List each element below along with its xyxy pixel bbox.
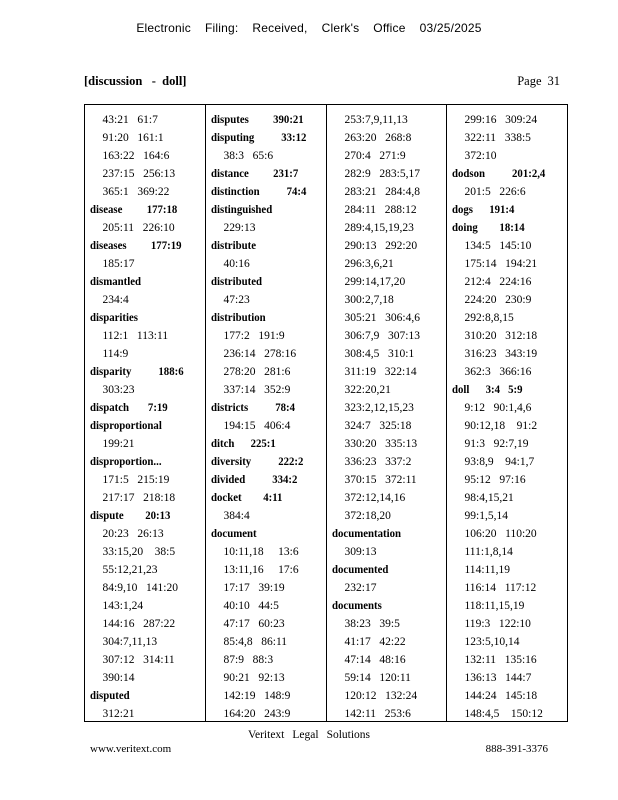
filing-word: Electronic (136, 21, 191, 35)
index-entry-term: disproportional (90, 418, 162, 432)
index-entry-term: doing 18:14 (452, 220, 525, 234)
index-entry-reference: 90:12,18 91:2 (464, 418, 538, 432)
index-entry-reference: 142:11 253:6 (343, 706, 411, 720)
index-entry-reference: 323:2,12,15,23 (343, 400, 414, 414)
company-word: Legal (292, 729, 319, 741)
index-entry-reference: 10:11,18 13:6 (223, 544, 299, 558)
index-entry-reference: 47:14 48:16 (343, 652, 406, 666)
index-entry-reference: 307:12 314:11 (102, 652, 175, 666)
index-entry-reference: 116:14 117:12 (464, 580, 537, 594)
index-entry-term: document (210, 526, 257, 540)
index-entry-reference: 232:17 (343, 580, 376, 594)
page-number: 31 (547, 74, 560, 88)
index-entry-term: dogs 191:4 (452, 202, 515, 216)
index-entry-reference: 106:20 110:20 (464, 526, 537, 540)
index-entry-reference: 120:12 132:24 (343, 688, 417, 702)
index-entry-reference: 303:23 (102, 382, 135, 396)
index-entry-reference: 372:10 (464, 148, 497, 162)
index-entry-reference: 171:5 215:19 (102, 472, 170, 486)
filing-word: Filing: (205, 21, 239, 35)
filing-word: Clerk's (321, 21, 360, 35)
filing-word: Office (373, 21, 406, 35)
index-entry-reference: 217:17 218:18 (102, 490, 176, 504)
index-entry-reference: 362:3 366:16 (464, 364, 532, 378)
index-entry-term: districts 78:4 (210, 400, 295, 414)
filing-date: 03/25/2025 (419, 21, 482, 35)
index-entry-reference: 148:4,5 150:12 (464, 706, 544, 720)
index-entry-reference: 144:16 287:22 (102, 616, 176, 630)
index-entry-reference: 90:21 92:13 (223, 670, 285, 684)
index-entry-reference: 236:14 278:16 (223, 346, 296, 360)
index-entry-reference: 212:4 224:16 (464, 274, 532, 288)
index-entry-term: dismantled (90, 274, 142, 288)
index-entry-reference: 201:5 226:6 (464, 184, 526, 198)
index-entry-reference: 199:21 (102, 436, 135, 450)
index-entry-reference: 98:4,15,21 (464, 490, 515, 504)
index-entry-reference: 278:20 281:6 (223, 364, 291, 378)
index-entry-reference: 205:11 226:10 (102, 220, 175, 234)
index-entry-reference: 118:11,15,19 (464, 598, 525, 612)
index-column-3 (327, 105, 448, 721)
index-entry-reference: 144:24 145:18 (464, 688, 538, 702)
index-entry-reference: 112:1 113:11 (102, 328, 169, 342)
index-entry-reference: 372:18,20 (343, 508, 391, 522)
index-entry-reference: 372:12,14,16 (343, 490, 405, 504)
index-entry-reference: 309:13 (343, 544, 376, 558)
index-entry-reference: 85:4,8 86:11 (223, 634, 287, 648)
index-column-2 (206, 105, 327, 721)
index-entry-term: disputes 390:21 (210, 112, 304, 126)
index-entry-reference: 316:23 343:19 (464, 346, 538, 360)
index-entry-reference: 175:14 194:21 (464, 256, 538, 270)
index-entry-reference: 306:7,9 307:13 (343, 328, 420, 342)
index-entry-term: documented (331, 562, 388, 576)
index-entry-term: dispute 20:13 (90, 508, 171, 522)
index-entry-reference: 237:15 256:13 (102, 166, 176, 180)
index-entry-reference: 296:3,6,21 (343, 256, 394, 270)
index-entry-reference: 33:15,20 38:5 (102, 544, 176, 558)
index-entry-term: disproportion... (90, 454, 162, 468)
index-entry-reference: 292:8,8,15 (464, 310, 515, 324)
index-entry-reference: 229:13 (223, 220, 256, 234)
index-entry-term: disputing 33:12 (210, 130, 307, 144)
index-entry-term: docket 4:11 (210, 490, 283, 504)
company-website: www.veritext.com (90, 743, 172, 755)
index-entry-term: dispatch 7:19 (90, 400, 168, 414)
page-label: Page (517, 74, 542, 88)
index-entry-reference: 47:17 60:23 (223, 616, 285, 630)
index-entry-reference: 370:15 372:11 (343, 472, 417, 486)
index-entry-reference: 91:20 161:1 (102, 130, 164, 144)
index-entry-term: divided 334:2 (210, 472, 298, 486)
index-entry-reference: 123:5,10,14 (464, 634, 520, 648)
index-entry-reference: 284:11 288:12 (343, 202, 417, 216)
index-entry-term: dodson 201:2,4 (452, 166, 546, 180)
index-entry-reference: 43:21 61:7 (102, 112, 158, 126)
index-entry-reference: 177:2 191:9 (223, 328, 285, 342)
index-entry-term: diseases 177:19 (90, 238, 182, 252)
index-entry-reference: 99:1,5,14 (464, 508, 509, 522)
index-entry-reference: 312:21 (102, 706, 135, 720)
index-range: [discussion - doll] (84, 74, 187, 88)
company-word: Veritext (247, 729, 285, 741)
index-entry-reference: 93:8,9 94:1,7 (464, 454, 535, 468)
index-entry-reference: 290:13 292:20 (343, 238, 417, 252)
index-entry-reference: 164:20 243:9 (223, 706, 291, 720)
index-entry-reference: 384:4 (223, 508, 250, 522)
index-entry-term: disease 177:18 (90, 202, 178, 216)
index-entry-reference: 253:7,9,11,13 (343, 112, 408, 126)
index-entry-term: distance 231:7 (210, 166, 299, 180)
index-entry-reference: 299:14,17,20 (343, 274, 405, 288)
index-entry-term: doll 3:4 5:9 (452, 382, 523, 396)
index-entry-reference: 270:4 271:9 (343, 148, 406, 162)
index-entry-reference: 40:16 (223, 256, 250, 270)
index-entry-reference: 13:11,16 17:6 (223, 562, 299, 576)
index-entry-reference: 38:3 65:6 (223, 148, 273, 162)
index-entry-reference: 365:1 369:22 (102, 184, 170, 198)
index-entry-reference: 330:20 335:13 (343, 436, 417, 450)
index-entry-reference: 95:12 97:16 (464, 472, 526, 486)
index-entry-reference: 55:12,21,23 (102, 562, 158, 576)
index-entry-reference: 322:11 338:5 (464, 130, 532, 144)
index-entry-reference: 132:11 135:16 (464, 652, 537, 666)
page-indicator (517, 74, 560, 89)
index-entry-reference: 41:17 42:22 (343, 634, 406, 648)
index-entry-reference: 304:7,11,13 (102, 634, 158, 648)
index-entry-reference: 47:23 (223, 292, 250, 306)
word-index-grid (84, 104, 568, 722)
index-entry-term: disputed (90, 688, 130, 702)
company-phone: 888-391-3376 (485, 743, 548, 755)
index-entry-reference: 142:19 148:9 (223, 688, 291, 702)
index-entry-term: documents (331, 598, 382, 612)
company-name (0, 729, 618, 741)
index-entry-reference: 337:14 352:9 (223, 382, 291, 396)
filing-word: Received, (252, 21, 308, 35)
index-entry-reference: 305:21 306:4,6 (343, 310, 420, 324)
index-column-1 (85, 105, 206, 721)
index-entry-term: distribute (210, 238, 256, 252)
index-entry-reference: 322:20,21 (343, 382, 391, 396)
index-entry-reference: 84:9,10 141:20 (102, 580, 179, 594)
index-entry-term: documentation (331, 526, 401, 540)
index-entry-reference: 111:1,8,14 (464, 544, 514, 558)
index-entry-term: distribution (210, 310, 266, 324)
index-entry-reference: 194:15 406:4 (223, 418, 291, 432)
index-entry-term: distributed (210, 274, 262, 288)
index-entry-term: ditch 225:1 (210, 436, 276, 450)
index-entry-reference: 87:9 88:3 (223, 652, 273, 666)
index-entry-reference: 119:3 122:10 (464, 616, 532, 630)
index-entry-reference: 163:22 164:6 (102, 148, 170, 162)
index-entry-reference: 311:19 322:14 (343, 364, 417, 378)
index-entry-reference: 336:23 337:2 (343, 454, 411, 468)
index-entry-reference: 143:1,24 (102, 598, 144, 612)
index-entry-reference: 114:11,19 (464, 562, 511, 576)
index-entry-reference: 234:4 (102, 292, 129, 306)
index-entry-reference: 9:12 90:1,4,6 (464, 400, 532, 414)
index-entry-reference: 59:14 120:11 (343, 670, 411, 684)
index-entry-reference: 114:9 (102, 346, 129, 360)
index-entry-reference: 289:4,15,19,23 (343, 220, 414, 234)
index-entry-term: distinction 74:4 (210, 184, 307, 198)
index-entry-reference: 263:20 268:8 (343, 130, 411, 144)
index-entry-reference: 390:14 (102, 670, 135, 684)
index-entry-reference: 38:23 39:5 (343, 616, 400, 630)
index-entry-reference: 310:20 312:18 (464, 328, 538, 342)
index-entry-reference: 324:7 325:18 (343, 418, 411, 432)
index-entry-reference: 40:10 44:5 (223, 598, 279, 612)
index-entry-term: disparities (90, 310, 139, 324)
index-entry-term: diversity 222:2 (210, 454, 304, 468)
index-entry-reference: 134:5 145:10 (464, 238, 532, 252)
index-entry-reference: 299:16 309:24 (464, 112, 538, 126)
index-entry-term: distinguished (210, 202, 272, 216)
index-entry-reference: 185:17 (102, 256, 135, 270)
index-column-4 (447, 105, 567, 721)
electronic-filing-stamp (0, 21, 618, 35)
index-entry-reference: 283:21 284:4,8 (343, 184, 420, 198)
index-entry-reference: 308:4,5 310:1 (343, 346, 414, 360)
index-entry-term: disparity 188:6 (90, 364, 184, 378)
index-entry-reference: 20:23 26:13 (102, 526, 164, 540)
index-entry-reference: 224:20 230:9 (464, 292, 532, 306)
index-entry-reference: 136:13 144:7 (464, 670, 532, 684)
index-entry-reference: 282:9 283:5,17 (343, 166, 420, 180)
index-entry-reference: 300:2,7,18 (343, 292, 394, 306)
index-entry-reference: 91:3 92:7,19 (464, 436, 529, 450)
company-word: Solutions (326, 729, 371, 741)
index-entry-reference: 17:17 39:19 (223, 580, 285, 594)
